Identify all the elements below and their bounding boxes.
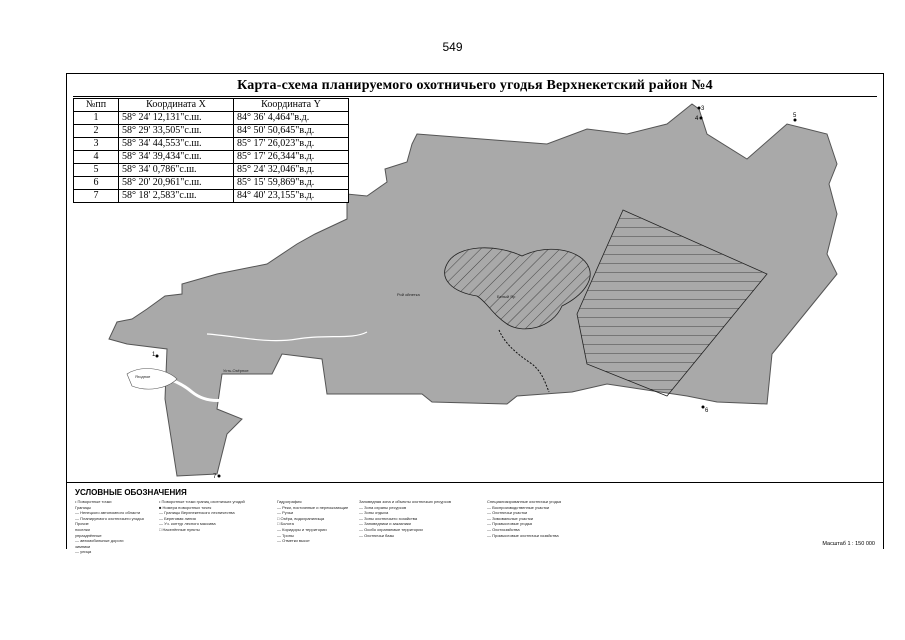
legend-item: □ Населённые пункты — [159, 526, 200, 532]
coord-y: 85° 17' 26,344"в.д. — [234, 151, 349, 164]
legend-item: — Промысловые угодья — [487, 521, 533, 527]
coord-y: 84° 50' 50,645"в.д. — [234, 125, 349, 138]
point-4-marker — [700, 117, 703, 120]
coord-x: 58° 20' 20,961"с.ш. — [119, 177, 234, 190]
legend-item: Специализированные охотничьи угодья — [487, 499, 562, 504]
legend-item: Заповедная зона и объекты охотничьих ресурсов — [359, 499, 452, 504]
legend-item: Гидрография — [277, 499, 302, 504]
legend-item: — Заповедники и заказники — [359, 521, 411, 527]
legend-item: зимники — [75, 543, 91, 549]
legend-item: — Планируемого охотничьего угодья — [75, 515, 144, 521]
coord-y: 85° 24' 32,046"в.д. — [234, 164, 349, 177]
legend-item: — Охотничьи участки — [487, 510, 528, 516]
row-number: 7 — [74, 190, 119, 203]
coord-x: 58° 34' 39,434"с.ш. — [119, 151, 234, 164]
legend-item: — Береговая линия — [159, 515, 196, 521]
legend-item: ■ Номера поворотных точек — [159, 504, 212, 510]
legend-item: упразднённые — [75, 532, 102, 538]
place-label-lake: Рой ойнетка — [397, 292, 420, 297]
coord-y: 85° 15' 59,869"в.д. — [234, 177, 349, 190]
row-number: 1 — [74, 112, 119, 125]
legend-item: — автомобильные дороги — [75, 538, 124, 544]
coord-x: 58° 18' 2,583"с.ш. — [119, 190, 234, 203]
legend-item: • Поворотные точки — [75, 499, 112, 504]
legend-item: — Промысловые охотничьи хозяйства — [487, 532, 559, 538]
table-row — [74, 151, 349, 164]
legend-item: □ Болота — [277, 521, 294, 527]
coord-y: 84° 36' 4,464"в.д. — [234, 112, 349, 125]
place-label-west: Ягодное — [135, 374, 151, 379]
place-label-north: Усть-Озёрное — [223, 368, 249, 373]
header-coord-y: Координата Y — [234, 99, 349, 112]
table-row — [74, 125, 349, 138]
table-row — [74, 112, 349, 125]
legend-item: — Коридоры и территории — [277, 526, 327, 532]
coord-x: 58° 29' 33,505"с.ш. — [119, 125, 234, 138]
legend-column-5 — [487, 499, 561, 538]
legend-item: — Тропы — [277, 532, 294, 538]
legend-item: — Ненецкого автономного области — [75, 510, 141, 516]
coord-y: 85° 17' 26,023"в.д. — [234, 138, 349, 151]
table-row — [74, 164, 349, 177]
legend-column-3 — [277, 499, 348, 544]
legend-item: — Границы Верхнекетского лесничества — [159, 510, 235, 516]
map-scale: Масштаб 1 : 150 000 — [822, 541, 875, 547]
row-number: 6 — [74, 177, 119, 190]
map-frame — [66, 73, 884, 555]
table-row — [74, 138, 349, 151]
legend-item: Границы — [75, 504, 91, 510]
legend-item: • Поворотные точки границ охотничьих угодий — [159, 499, 245, 504]
legend-item: — Воспроизводственные участки — [487, 504, 550, 510]
legend-column-1 — [75, 499, 144, 555]
point-label-6: 6 — [705, 408, 709, 414]
point-1-marker — [156, 355, 159, 358]
legend-item: поселки — [75, 526, 90, 532]
point-label-3: 3 — [701, 106, 705, 112]
coordinates-table — [73, 98, 349, 203]
title-rule — [73, 96, 877, 97]
page-number: 549 — [442, 40, 463, 54]
table-row — [74, 190, 349, 203]
legend-item: — Ручьи — [277, 510, 294, 516]
row-number: 2 — [74, 125, 119, 138]
legend-item: — Отметки высот — [277, 538, 310, 544]
point-label-4: 4 — [695, 116, 699, 122]
coord-x: 58° 24' 12,131"с.ш. — [119, 112, 234, 125]
point-label-1: 1 — [152, 352, 156, 358]
legend-item: — Зона охраны ресурсов — [359, 504, 407, 510]
row-number: 4 — [74, 151, 119, 164]
coord-y: 84° 40' 23,155"в.д. — [234, 190, 349, 203]
legend-item: Прочие — [75, 521, 89, 527]
legend-item: — Зоны охотничьего хозяйства — [359, 515, 418, 521]
legend-item: — улица — [75, 549, 92, 555]
legend-item: — Уч. контур лесного массива — [159, 521, 216, 527]
table-header-row — [74, 99, 349, 112]
header-number: №пп — [74, 99, 119, 112]
legend — [67, 482, 883, 555]
row-number: 3 — [74, 138, 119, 151]
point-label-7: 7 — [213, 474, 217, 480]
legend-title: УСЛОВНЫЕ ОБОЗНАЧЕНИЯ — [75, 488, 187, 497]
header-coord-x: Координата X — [119, 99, 234, 112]
legend-item: — Реки, постоянные и пересыхающие — [277, 504, 349, 510]
coord-x: 58° 34' 0,786"с.ш. — [119, 164, 234, 177]
legend-item: — Охотхозяйства — [487, 526, 520, 532]
row-number: 5 — [74, 164, 119, 177]
legend-item: — Зимовальные участки — [487, 515, 534, 521]
legend-column-4 — [359, 499, 451, 538]
point-label-5: 5 — [793, 113, 797, 119]
legend-column-2 — [159, 499, 245, 533]
point-7-marker — [218, 475, 221, 478]
map-title: Карта-схема планируемого охотничьего угодья Верхнекетский район №4 — [237, 78, 713, 93]
place-label-center: Белый Яр — [497, 294, 516, 299]
legend-item: — Особо охраняемые территории — [359, 526, 423, 532]
legend-item: — Охотничьи базы — [359, 532, 395, 538]
table-row — [74, 177, 349, 190]
legend-item: □ Озёра, водохранилища — [277, 515, 325, 521]
coord-x: 58° 34' 44,553"с.ш. — [119, 138, 234, 151]
legend-item: — Зоны отдыха — [359, 510, 389, 516]
